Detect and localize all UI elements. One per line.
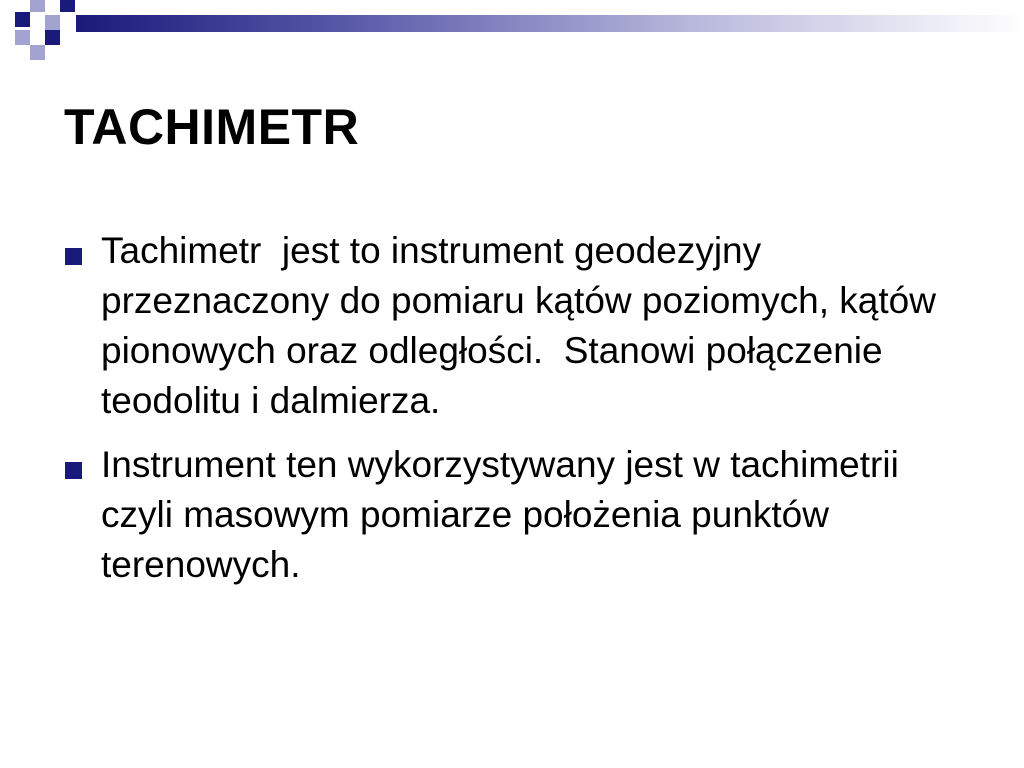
bullet-item — [0, 440, 960, 590]
bullet-text: Instrument ten wykorzystywany jest w tachimetrii czyli masowym pomiarze położenia punktów terenowych. — [101, 444, 910, 585]
corner-square-navy — [45, 30, 60, 45]
corner-square-navy — [15, 12, 30, 27]
corner-square-lavender — [30, 0, 45, 12]
corner-square-navy — [60, 0, 75, 12]
bullet-list — [0, 226, 960, 604]
header-gradient-bar — [76, 15, 1024, 32]
square-bullet-icon — [65, 248, 82, 265]
bullet-text: Tachimetr jest to instrument geodezyjny przeznaczony do pomiaru kątów poziomych, kątów pionowych oraz odległości. Stanowi połączenie teodolitu i dalmierza. — [101, 230, 947, 421]
bullet-item — [0, 226, 960, 426]
corner-square-lavender — [15, 30, 30, 45]
corner-square-lavender — [30, 45, 45, 60]
slide-title: TACHIMETR — [64, 99, 360, 155]
corner-square-lavender — [45, 15, 60, 30]
square-bullet-icon — [65, 462, 82, 479]
